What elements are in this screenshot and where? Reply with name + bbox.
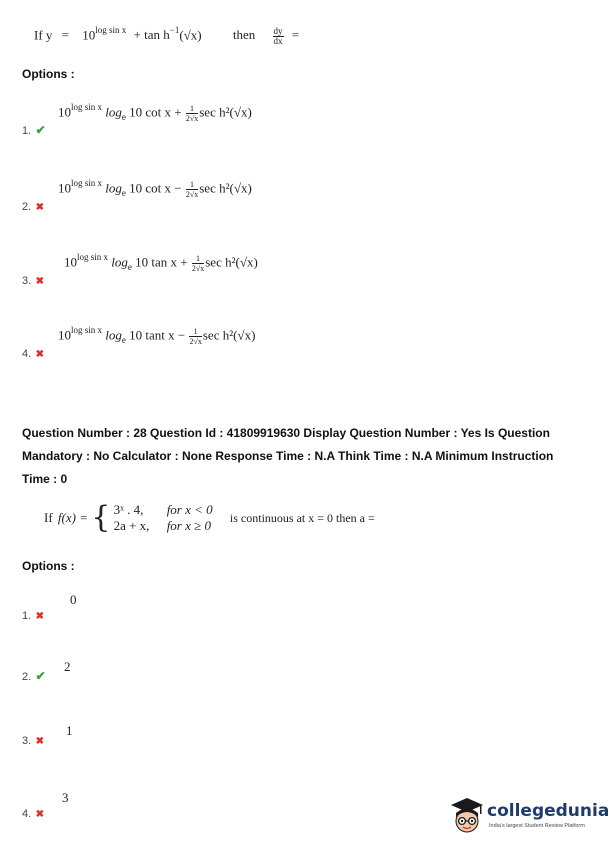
expr-exponent: log sin x xyxy=(71,102,103,112)
option-number: 4. xyxy=(22,808,32,820)
graduate-mascot-icon xyxy=(447,795,487,837)
q1-stem-exponent: log sin x xyxy=(95,25,127,35)
option-number: 2. xyxy=(22,671,32,683)
q2-stem-if: If xyxy=(44,510,53,525)
frac-num: 1 xyxy=(192,254,204,264)
expr-middle: 10 cot x − xyxy=(129,180,182,196)
option-number: 3. xyxy=(22,275,32,287)
frac-den: 2√x xyxy=(185,190,199,199)
expr-tail: sec h²(√x) xyxy=(205,254,258,270)
q2-condition-2: for x ≥ 0 xyxy=(166,518,212,533)
q2-condition-1: for x < 0 xyxy=(166,502,213,517)
q1-stem-dx: dx xyxy=(273,36,283,46)
expr-fraction xyxy=(186,104,198,123)
q2-option-4 xyxy=(22,790,122,820)
q1-option-3-marker xyxy=(22,271,44,289)
q2-piece-1: 3ˣ . 4, xyxy=(113,502,144,517)
q1-stem-base: 10 xyxy=(82,27,96,43)
frac-den: 2√x xyxy=(185,114,199,123)
q1-stem-prefix: If y xyxy=(34,27,53,43)
expr-fraction xyxy=(189,327,201,346)
expr-log: log xyxy=(111,254,128,270)
q1-option-2 xyxy=(22,180,352,216)
q2-stem-fx: f(x) = xyxy=(57,510,88,525)
expr-middle: 10 tan x + xyxy=(135,254,188,270)
q2-stem-conditions xyxy=(167,502,213,534)
q1-stem-then: then xyxy=(232,27,256,43)
logo-wordmark: collegedunia xyxy=(487,801,609,821)
q1-option-4 xyxy=(22,327,362,363)
q2-option-1-value: 0 xyxy=(70,592,77,607)
expr-tail: sec h²(√x) xyxy=(199,180,252,196)
q2-option-2-value: 2 xyxy=(64,659,71,674)
frac-num: 1 xyxy=(186,180,198,190)
expr-log-base: e xyxy=(121,188,126,199)
wrong-cross-icon: ✖ xyxy=(35,202,45,213)
q1-option-1 xyxy=(22,104,352,140)
q1-options-label: Options : xyxy=(22,67,75,81)
frac-den: 2√x xyxy=(189,337,202,346)
expr-middle: 10 cot x + xyxy=(129,104,182,120)
expr-log: log xyxy=(105,327,122,343)
expr-fraction xyxy=(186,180,198,199)
wrong-cross-icon: ✖ xyxy=(35,611,45,622)
option-number: 4. xyxy=(22,348,32,360)
q2-stem-pieces xyxy=(114,502,150,534)
q1-option-3-expression xyxy=(64,254,258,273)
q2-meta-line-3: Time : 0 xyxy=(22,472,68,486)
q1-option-4-marker xyxy=(22,344,44,362)
expr-base: 10 xyxy=(58,104,71,120)
expr-log: log xyxy=(105,104,122,120)
wrong-cross-icon: ✖ xyxy=(35,349,45,360)
q2-option-1-marker xyxy=(22,606,44,624)
q2-option-3-marker xyxy=(22,731,44,749)
option-number: 2. xyxy=(22,201,32,213)
q1-option-1-marker xyxy=(22,121,46,139)
q2-stem xyxy=(44,502,375,542)
frac-den: 2√x xyxy=(191,264,205,273)
expr-tail: sec h²(√x) xyxy=(199,104,252,120)
expr-log-base: e xyxy=(127,262,132,273)
q1-stem-dy: dy xyxy=(273,26,283,36)
option-number: 1. xyxy=(22,610,32,622)
option-number: 1. xyxy=(22,125,32,137)
wrong-cross-icon: ✖ xyxy=(35,809,45,820)
q2-option-2 xyxy=(22,659,122,689)
collegedunia-logo xyxy=(447,795,609,837)
q2-meta-line-2: Mandatory : No Calculator : None Response Time : N.A Think Time : N.A Minimum Instruction xyxy=(22,449,554,463)
q1-option-1-expression xyxy=(58,104,252,123)
option-number: 3. xyxy=(22,735,32,747)
q1-stem-equals: = xyxy=(61,27,70,43)
expr-base: 10 xyxy=(58,327,71,343)
expr-tail: sec h²(√x) xyxy=(202,327,256,343)
expr-fraction xyxy=(192,254,204,273)
q2-piece-2: 2a + x, xyxy=(113,518,150,533)
expr-log: log xyxy=(105,180,122,196)
logo-tagline: India's largest Student Review Platform xyxy=(489,823,585,829)
frac-num: 1 xyxy=(186,104,198,114)
q1-option-3 xyxy=(22,254,362,290)
q1-stem-inverse: −1 xyxy=(169,25,180,35)
q1-stem-tanh: + tan h xyxy=(133,27,170,43)
q2-meta-line-1: Question Number : 28 Question Id : 41809919630 Display Question Number : Yes Is Question xyxy=(22,426,550,440)
q1-stem-argument: (√x) xyxy=(179,27,202,43)
expr-base: 10 xyxy=(64,254,77,270)
expr-exponent: log sin x xyxy=(71,178,103,188)
wrong-cross-icon: ✖ xyxy=(35,276,45,287)
q2-option-3 xyxy=(22,723,122,753)
correct-check-icon: ✔ xyxy=(35,669,46,683)
q2-meta xyxy=(22,422,582,491)
expr-exponent: log sin x xyxy=(77,252,109,262)
frac-num: 1 xyxy=(189,327,201,337)
expr-base: 10 xyxy=(58,180,71,196)
q2-option-4-marker xyxy=(22,804,44,822)
q2-options-label: Options : xyxy=(22,559,75,573)
q1-stem xyxy=(34,27,299,46)
q1-option-4-expression xyxy=(58,327,255,346)
q2-option-4-value: 3 xyxy=(62,790,69,805)
q2-option-3-value: 1 xyxy=(66,723,73,738)
q2-option-2-marker xyxy=(22,667,46,685)
q1-stem-derivative xyxy=(273,27,284,46)
q2-stem-brace: { xyxy=(91,500,111,535)
q1-option-2-expression xyxy=(58,180,252,199)
q1-option-2-marker xyxy=(22,197,44,215)
wrong-cross-icon: ✖ xyxy=(35,736,45,747)
expr-exponent: log sin x xyxy=(71,325,103,335)
expr-log-base: e xyxy=(121,335,126,346)
q2-stem-tail: is continuous at x = 0 then a = xyxy=(229,510,375,525)
q2-option-1 xyxy=(22,592,122,622)
q1-stem-tail: = xyxy=(291,27,300,43)
expr-middle: 10 tant x − xyxy=(129,327,186,343)
expr-log-base: e xyxy=(121,112,126,123)
correct-check-icon: ✔ xyxy=(35,123,46,137)
